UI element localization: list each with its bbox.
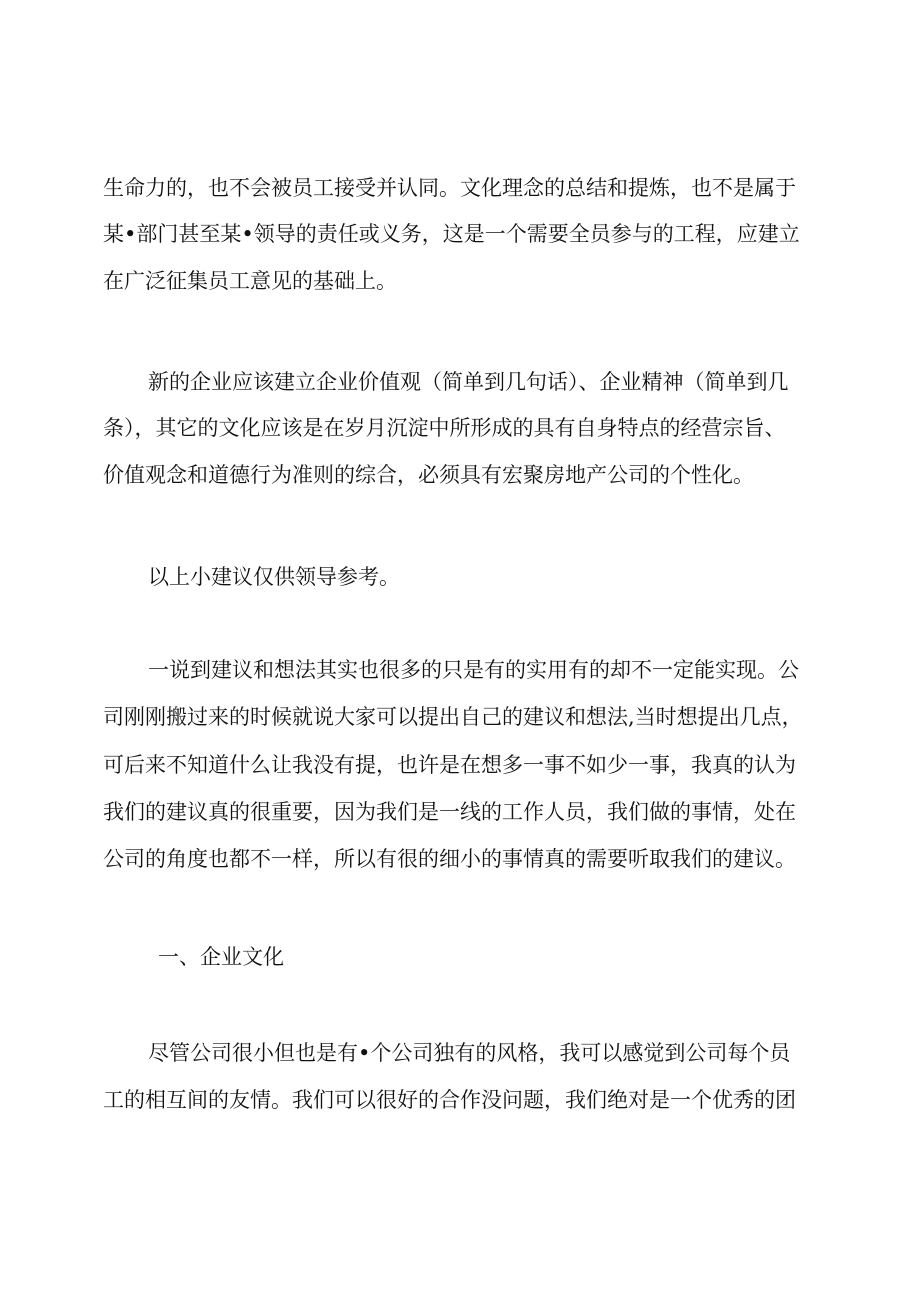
- paragraph-1-line-3: 在广泛征集员工意见的基础上。: [103, 269, 397, 293]
- section-heading: 一、企业文化: [158, 945, 284, 969]
- paragraph-6-line-1: 尽管公司很小但也是有•个公司独有的风格，我可以感觉到公司每个员: [148, 1041, 791, 1065]
- paragraph-2-line-1: 新的企业应该建立企业价值观（简单到几句话）、企业精神（简单到几: [148, 370, 789, 394]
- paragraph-4-line-3: 可后来不知道什么让我没有提，也许是在想多一事不如少一事，我真的认为: [103, 753, 796, 777]
- paragraph-3-line-1: 以上小建议仅供领导参考。: [148, 565, 400, 589]
- paragraph-4-line-4: 我们的建议真的很重要，因为我们是一线的工作人员，我们做的事情，处在: [103, 800, 796, 824]
- paragraph-2-line-2: 条），其它的文化应该是在岁月沉淀中所形成的具有自身特点的经营宗旨、: [103, 416, 786, 440]
- paragraph-6-line-2: 工的相互间的友情。我们可以很好的合作没问题，我们绝对是一个优秀的团: [103, 1088, 796, 1112]
- paragraph-2-line-3: 价值观念和道德行为准则的综合，必须具有宏聚房地产公司的个性化。: [103, 463, 754, 487]
- paragraph-1-line-2: 某•部门甚至某•领导的责任或义务，这是一个需要全员参与的工程，应建立: [103, 222, 800, 246]
- paragraph-4-line-5: 公司的角度也都不一样，所以有很的细小的事情真的需要听取我们的建议。: [103, 847, 796, 871]
- paragraph-1-line-1: 生命力的，也不会被员工接受并认同。文化理念的总结和提炼，也不是属于: [103, 176, 796, 200]
- paragraph-4-line-1: 一说到建议和想法其实也很多的只是有的实用有的却不一定能实现。公: [148, 658, 799, 682]
- paragraph-4-line-2: 司刚刚搬过来的时候就说大家可以提出自己的建议和想法,当时想提出几点，: [103, 705, 803, 729]
